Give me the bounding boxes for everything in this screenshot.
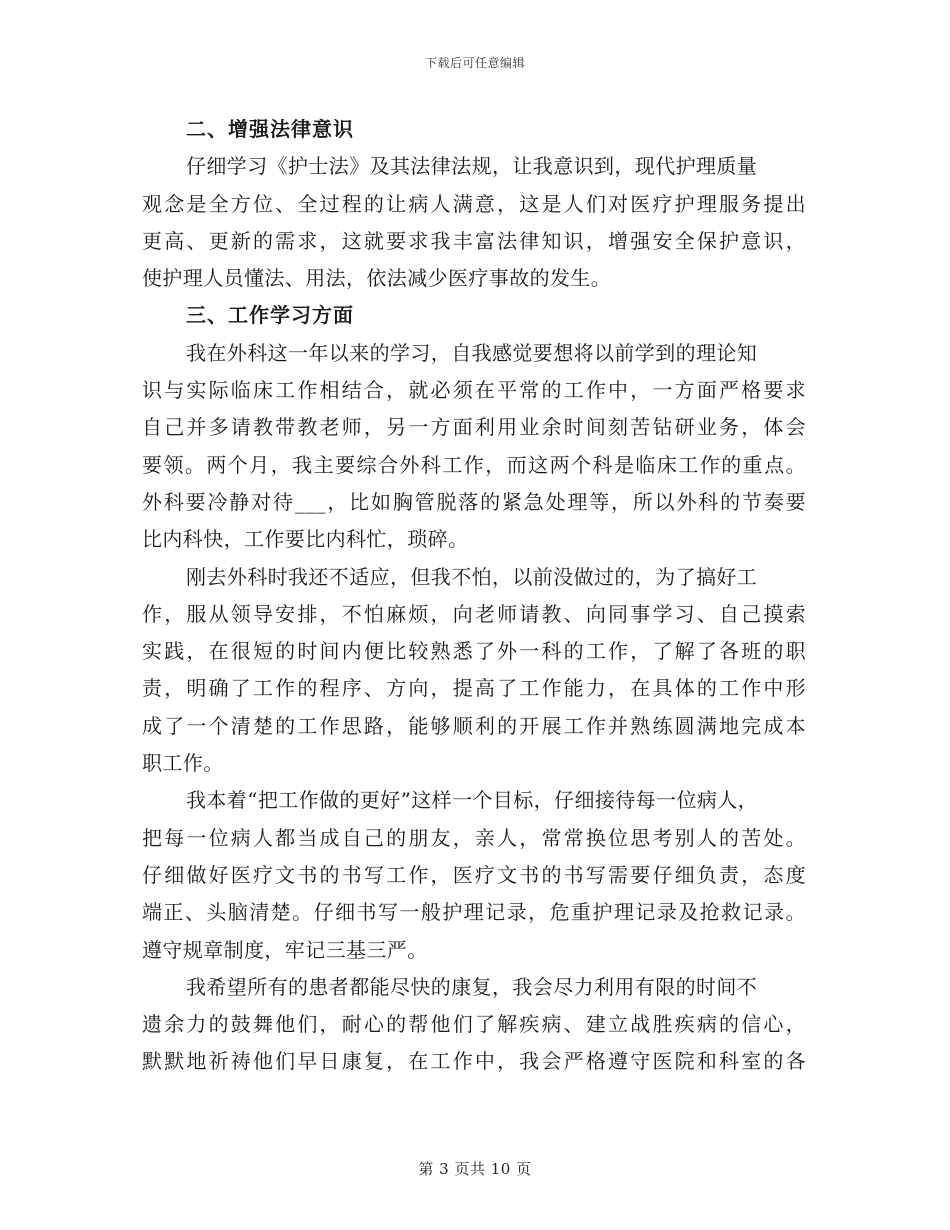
text-line: 默默地祈祷他们早日康复，在工作中，我会严格遵守医院和科室的各 xyxy=(142,1049,806,1074)
text-line: 职工作。 xyxy=(142,751,224,776)
text-line: 识与实际临床工作相结合，就必须在平常的工作中，一方面严格要求 xyxy=(142,378,806,403)
text-line: 遵守规章制度，牢记三基三严。 xyxy=(142,937,428,962)
section-heading: 二、增强法律意识 xyxy=(186,117,354,141)
text-line: 作，服从领导安排，不怕麻烦，向老师请教、向同事学习、自己摸索 xyxy=(142,601,806,626)
text-line: 要领。两个月，我主要综合外科工作，而这两个科是临床工作的重点。 xyxy=(142,452,806,477)
text-line: 遗余力的鼓舞他们，耐心的帮他们了解疾病、建立战胜疾病的信心， xyxy=(142,1012,806,1037)
text-line: 仔细做好医疗文书的书写工作，医疗文书的书写需要仔细负责，态度 xyxy=(142,862,806,887)
section-heading: 三、工作学习方面 xyxy=(186,303,354,328)
text-line: 成了一个清楚的工作思路，能够顺利的开展工作并熟练圆满地完成本 xyxy=(142,713,806,738)
text-line: 端正、头脑清楚。仔细书写一般护理记录，危重护理记录及抢救记录。 xyxy=(142,900,806,925)
text-line: 刚去外科时我还不适应，但我不怕，以前没做过的，为了搞好工 xyxy=(186,564,758,589)
text-line: 仔细学习《护士法》及其法律法规，让我意识到，现代护理质量 xyxy=(186,154,758,179)
text-line: 实践，在很短的时间内便比较熟悉了外一科的工作，了解了各班的职 xyxy=(142,639,806,664)
text-line: 观念是全方位、全过程的让病人满意，这是人们对医疗护理服务提出 xyxy=(142,191,806,216)
text-line: 外科要冷静对待___，比如胸管脱落的紧急处理等，所以外科的节奏要 xyxy=(142,489,806,514)
document-body xyxy=(142,111,806,1081)
text-line: 我在外科这一年以来的学习，自我感觉要想将以前学到的理论知 xyxy=(186,340,758,365)
text-line: 比内科快，工作要比内科忙，琐碎。 xyxy=(142,527,469,552)
text-line: 把每一位病人都当成自己的朋友，亲人，常常换位思考别人的苦处。 xyxy=(142,825,806,850)
text-line: 我本着“把工作做的更好”这样一个目标，仔细接待每一位病人， xyxy=(186,788,759,813)
page-number: 第 3 页共 10 页 xyxy=(418,1160,532,1178)
text-line: 我希望所有的患者都能尽快的康复，我会尽力利用有限的时间不 xyxy=(186,974,758,999)
page-header: 下载后可任意编辑 xyxy=(424,56,525,70)
text-line: 使护理人员懂法、用法，依法减少医疗事故的发生。 xyxy=(142,266,612,291)
text-line: 自己并多请教带教老师，另一方面利用业余时间刻苦钻研业务，体会 xyxy=(142,415,806,440)
text-line: 更高、更新的需求，这就要求我丰富法律知识，增强安全保护意识， xyxy=(142,228,806,253)
text-line: 责，明确了工作的程序、方向，提高了工作能力，在具体的工作中形 xyxy=(142,676,806,701)
